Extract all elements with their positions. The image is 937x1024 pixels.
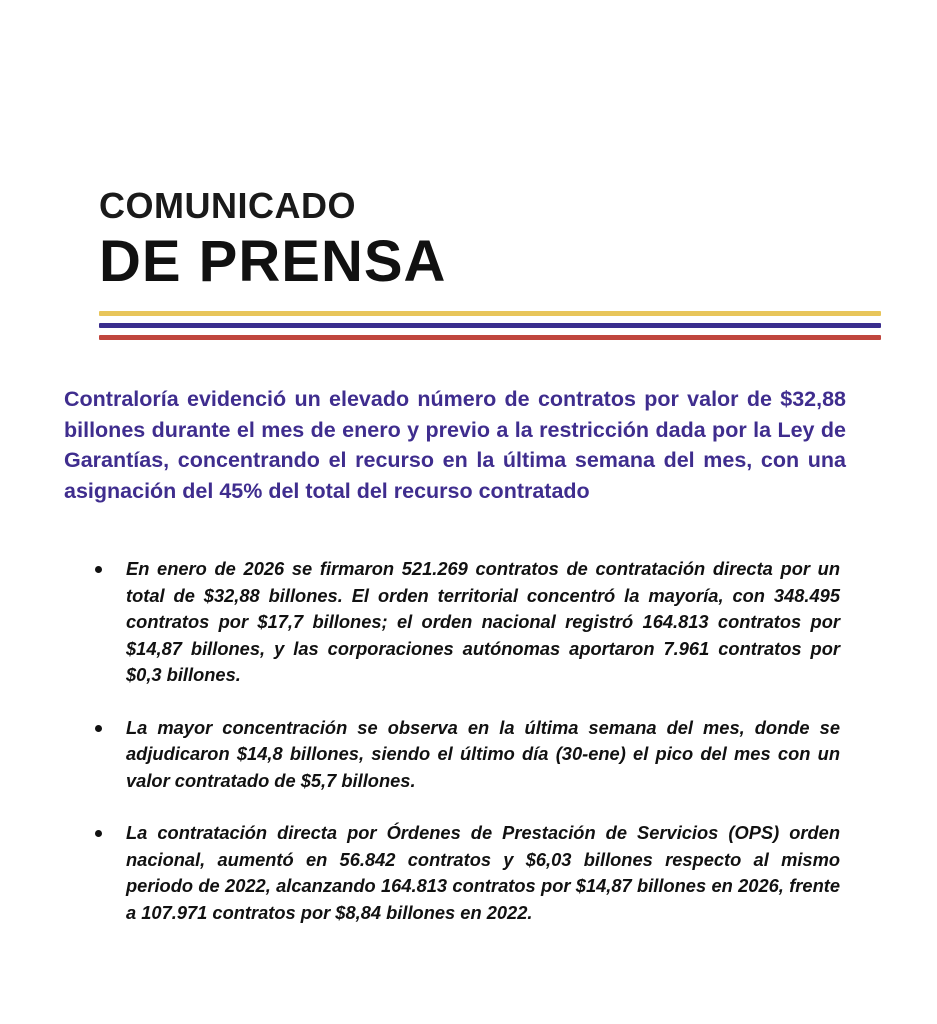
bullet-text: La mayor concentración se observa en la última semana del mes, donde se adjudicaron $14,8 billones, siendo el último día (30-ene) el pico del mes con un valor contratado de $5,7 billones. (126, 716, 840, 791)
bullet-text: En enero de 2026 se firmaron 521.269 contratos de contratación directa por un total de $32,88 billones. El orden territorial concentró la mayoría, con 348.495 contratos por $17,7 billones; el orden nacional registró 164.813 contratos por $14,87 billones, y las corporaciones autónomas aportaron 7.961 contratos por $0,3 billones. (126, 558, 840, 685)
stripe-yellow (99, 311, 881, 316)
headline: Contraloría evidenció un elevado número de contratos por valor de $32,88 billones durante el mes de enero y previo a la restricción dada por la Ley de Garantías, concentrando el recurso en la última semana del mes, con una asignación del 45% del total del recurso contratado (64, 387, 846, 503)
bullet-dot-icon (95, 725, 102, 732)
bullet-item (92, 556, 840, 689)
bullet-dot-icon (95, 830, 102, 837)
flag-stripes-divider (99, 311, 881, 347)
stripe-red (99, 335, 881, 340)
bullet-text: La contratación directa por Órdenes de Prestación de Servicios (OPS) orden nacional, aumentó en 56.842 contratos y $6,03 billones respecto al mismo periodo de 2022, alcanzando 164.813 contratos por $14,87 billones en 2026, frente a 107.971 contratos por $8,84 billones en 2022. (126, 822, 840, 923)
bullet-list (92, 556, 840, 926)
bullet-item (92, 715, 840, 795)
bullet-dot-icon (95, 566, 102, 573)
title-de-prensa: DE PRENSA (99, 229, 447, 294)
stripe-blue (99, 323, 881, 328)
press-release-header (99, 186, 446, 292)
title-comunicado: COMUNICADO (99, 185, 356, 226)
bullet-item (92, 820, 840, 926)
